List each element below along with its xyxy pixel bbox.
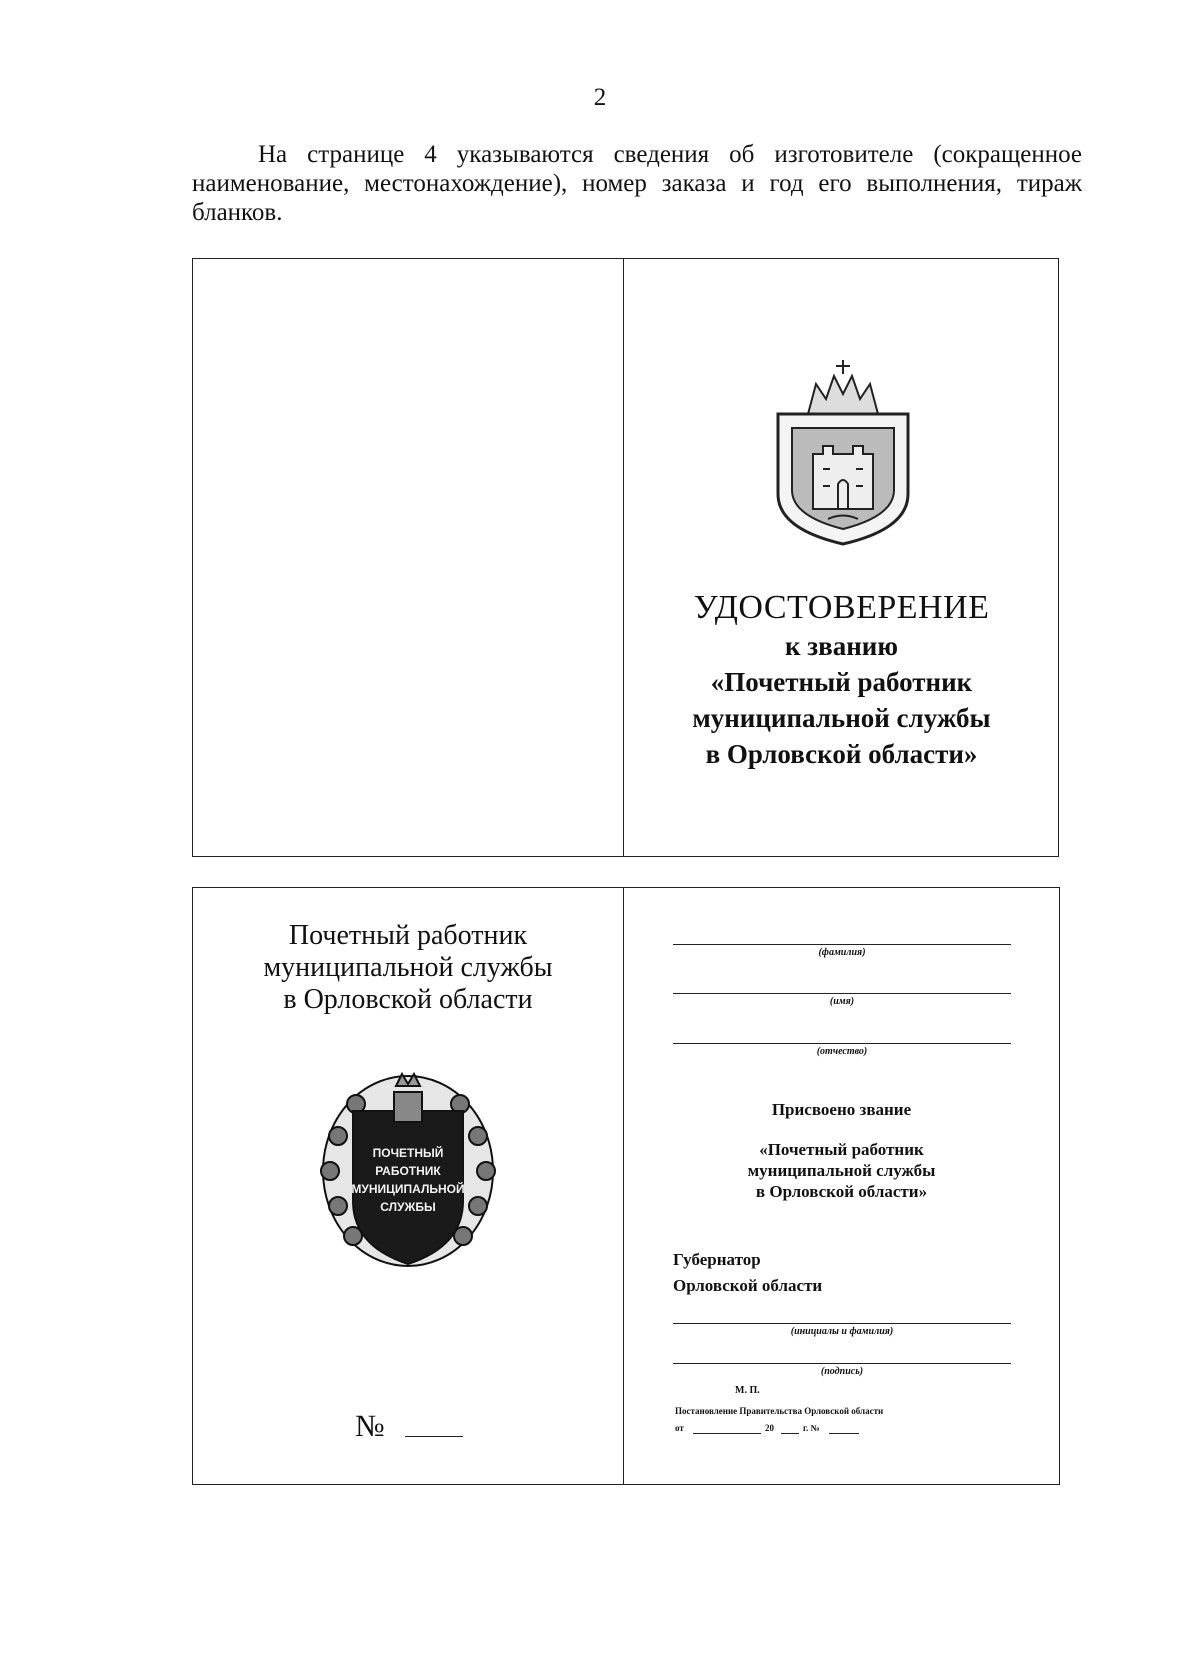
certificate-subtitle: к званию — [785, 631, 898, 661]
surname-blank — [673, 944, 1011, 945]
decree-label: Постановление Правительства Орловской области — [675, 1406, 884, 1416]
awarded-label: Присвоено звание — [771, 1100, 912, 1119]
patronymic-caption: (отчество) — [816, 1046, 868, 1057]
number-blank — [405, 1436, 463, 1437]
intro-text: На странице 4 указываются сведения об изготовителе (сокращенное наименование, местонахождение), номер заказа и год его выполнения, тираж бланков. — [192, 141, 1082, 226]
certificate-title-line: муниципальной службы — [692, 703, 991, 733]
stamp-label: М. П. — [735, 1385, 760, 1396]
orel-oblast-coat-of-arms-icon — [768, 354, 918, 549]
badge-text-line: СЛУЖБЫ — [380, 1200, 436, 1214]
signature-caption: (подпись) — [820, 1366, 864, 1377]
badge-text-line: МУНИЦИПАЛЬНОЙ — [351, 1182, 465, 1196]
decree-date-blank — [693, 1433, 761, 1434]
certificate-cover-spread — [192, 258, 1059, 857]
honorary-badge-icon — [318, 1066, 498, 1271]
signature-blank — [673, 1363, 1011, 1364]
governor-region: Орловской области — [673, 1276, 823, 1295]
decree-year-blank — [781, 1433, 799, 1434]
decree-from: от — [675, 1423, 684, 1433]
award-title-line: «Почетный работник — [759, 1140, 924, 1159]
governor-label: Губернатор — [673, 1250, 761, 1269]
certificate-inner-spread — [192, 887, 1060, 1485]
badge-title-line: Почетный работник — [288, 920, 528, 951]
initials-caption: (инициалы и фамилия) — [790, 1326, 894, 1337]
name-blank — [673, 993, 1011, 994]
badge-title-line: в Орловской области — [283, 984, 533, 1015]
surname-caption: (фамилия) — [818, 947, 866, 958]
decree-number-label: г. № — [803, 1423, 820, 1433]
number-label: № — [355, 1408, 385, 1443]
award-title-line: в Орловской области» — [755, 1182, 928, 1201]
badge-text-line: ПОЧЕТНЫЙ — [372, 1146, 444, 1160]
initials-blank — [673, 1323, 1011, 1324]
certificate-title-line: «Почетный работник — [710, 667, 973, 697]
certificate-title-line: в Орловской области» — [705, 739, 978, 769]
patronymic-blank — [673, 1043, 1011, 1044]
page-number: 2 — [593, 84, 607, 111]
badge-text-line: РАБОТНИК — [375, 1164, 441, 1178]
award-title-line: муниципальной службы — [747, 1161, 936, 1180]
certificate-heading: УДОСТОВЕРЕНИЕ — [693, 589, 990, 626]
decree-number-blank — [829, 1433, 859, 1434]
badge-title-line: муниципальной службы — [263, 952, 553, 983]
decree-year: 20 — [765, 1423, 774, 1433]
intro-paragraph — [192, 140, 1082, 227]
name-caption: (имя) — [829, 996, 855, 1007]
